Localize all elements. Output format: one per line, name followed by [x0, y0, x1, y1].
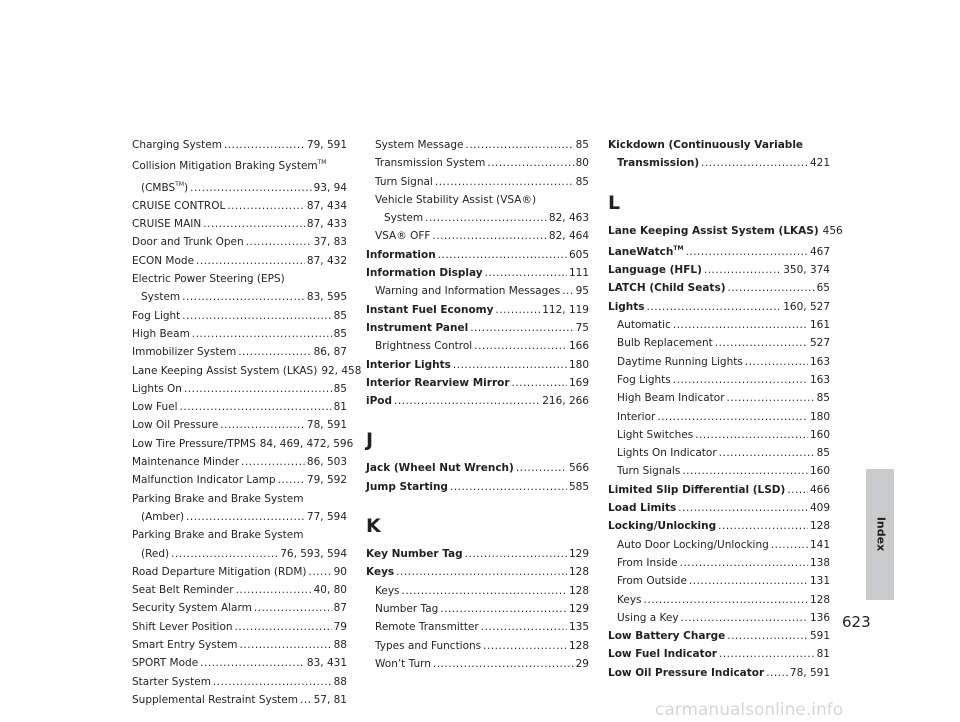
index-entry: Daytime Running Lights ..... 163 [608, 353, 830, 371]
index-entry: Charging System ..... 79, 591 [132, 136, 347, 154]
index-entry: Locking/Unlocking ..... 128 [608, 517, 830, 535]
index-entry-line: Collision Mitigation Braking System™ [132, 159, 327, 173]
index-entry: Security System Alarm ..... 87 [132, 599, 347, 617]
index-entry: System Message ..... 85 [366, 136, 589, 154]
index-entry: Interior ..... 180 [608, 408, 830, 426]
index-entry: Instant Fuel Economy ..... 112, 119 [366, 301, 589, 319]
index-entry: Interior Rearview Mirror ..... 169 [366, 374, 589, 392]
index-column-3 [608, 136, 843, 682]
index-entry: Keys ..... 128 [608, 591, 830, 609]
index-entry: Automatic ..... 161 [608, 316, 830, 334]
index-entry: Light Switches ..... 160 [608, 426, 830, 444]
index-entry: Turn Signals ..... 160 [608, 462, 830, 480]
watermark: carmanualsonline.info [655, 700, 844, 720]
index-column-1 [132, 136, 362, 709]
index-entry-line: Kickdown (Continuously Variable [608, 139, 804, 151]
index-entry: Auto Door Locking/Unlocking ..... 141 [608, 536, 830, 554]
index-entry: Types and Functions ..... 128 [366, 637, 589, 655]
index-entry: Information Display ..... 111 [366, 264, 589, 282]
index-entry: Lights On ..... 85 [132, 380, 347, 398]
index-entry: Using a Key ..... 136 [608, 609, 830, 627]
index-entry: High Beam ..... 85 [132, 325, 347, 343]
index-entry: Smart Entry System ..... 88 [132, 636, 347, 654]
index-entry: CRUISE CONTROL ..... 87, 434 [132, 197, 347, 215]
index-entry: Door and Trunk Open ..... 37, 83 [132, 233, 347, 251]
index-entry: Information ..... 605 [366, 246, 589, 264]
index-entry: (CMBS™) ..... 93, 94 [132, 176, 347, 197]
index-entry: Supplemental Restraint System ..... 57, 81 [132, 691, 347, 709]
index-entry: Starter System ..... 88 [132, 673, 347, 691]
section-letter-l: L [608, 191, 621, 214]
index-side-tab-label: Index [874, 516, 888, 552]
index-entry: Lane Keeping Assist System (LKAS) 92, 458 [132, 364, 362, 377]
index-entry: Number Tag ..... 129 [366, 600, 589, 618]
index-entry: Interior Lights ..... 180 [366, 356, 589, 374]
index-entry: Keys ..... 128 [366, 563, 589, 581]
index-entry: Low Tire Pressure/TPMS 84, 469, 472, 596 [132, 437, 354, 450]
index-entry: Lights On Indicator ..... 85 [608, 444, 830, 462]
index-entry: Jack (Wheel Nut Wrench) ..... 566 [366, 459, 589, 477]
index-entry: Immobilizer System ..... 86, 87 [132, 343, 347, 361]
index-entry: Brightness Control ..... 166 [366, 337, 589, 355]
index-entry: From Outside ..... 131 [608, 572, 830, 590]
index-entry: Keys ..... 128 [366, 582, 589, 600]
index-entry: ECON Mode ..... 87, 432 [132, 252, 347, 270]
index-entry: From Inside ..... 138 [608, 554, 830, 572]
index-entry: VSA® OFF ..... 82, 464 [366, 227, 589, 245]
section-letter-k: K [366, 515, 381, 538]
index-entry: Bulb Replacement ..... 527 [608, 334, 830, 352]
index-entry: Language (HFL) ..... 350, 374 [608, 261, 830, 279]
index-entry: Turn Signal ..... 85 [366, 173, 589, 191]
section-letter-j: J [366, 429, 374, 452]
index-entry: Seat Belt Reminder ..... 40, 80 [132, 581, 347, 599]
index-entry: Load Limits ..... 409 [608, 499, 830, 517]
index-entry-line: Parking Brake and Brake System [132, 529, 304, 542]
index-entry: Transmission) ..... 421 [608, 154, 830, 172]
index-column-2 [366, 136, 589, 673]
index-entry: High Beam Indicator ..... 85 [608, 389, 830, 407]
index-entry-line: Electric Power Steering (EPS) [132, 273, 285, 286]
index-entry: System ..... 83, 595 [132, 288, 347, 306]
index-entry: Lane Keeping Assist System (LKAS) 456 [608, 224, 843, 237]
index-entry: Fog Lights ..... 163 [608, 371, 830, 389]
index-entry: Jump Starting ..... 585 [366, 478, 589, 496]
index-entry: Key Number Tag ..... 129 [366, 545, 589, 563]
index-entry: Transmission System ..... 80 [366, 154, 589, 172]
index-entry: Fog Light ..... 85 [132, 307, 347, 325]
index-entry: Won’t Turn ..... 29 [366, 655, 589, 673]
index-entry: LaneWatch™ ..... 467 [608, 240, 830, 261]
index-entry: LATCH (Child Seats) ..... 65 [608, 279, 830, 297]
index-entry: Malfunction Indicator Lamp ..... 79, 592 [132, 471, 347, 489]
index-entry: Shift Lever Position ..... 79 [132, 618, 347, 636]
index-entry: Warning and Information Messages ..... 95 [366, 282, 589, 300]
index-entry: Road Departure Mitigation (RDM) ..... 90 [132, 563, 347, 581]
index-entry: Low Fuel ..... 81 [132, 398, 347, 416]
index-entry: Low Fuel Indicator ..... 81 [608, 645, 830, 663]
page-number: 623 [842, 613, 871, 631]
index-entry: Remote Transmitter ..... 135 [366, 618, 589, 636]
index-entry: iPod ..... 216, 266 [366, 392, 589, 410]
index-entry: Low Oil Pressure Indicator ..... 78, 591 [608, 664, 830, 682]
index-entry-line: Parking Brake and Brake System [132, 492, 304, 505]
index-entry: Lights ..... 160, 527 [608, 298, 830, 316]
index-entry: CRUISE MAIN ..... 87, 433 [132, 215, 347, 233]
index-entry: (Red) ..... 76, 593, 594 [132, 545, 347, 563]
index-entry: Low Battery Charge ..... 591 [608, 627, 830, 645]
index-entry: (Amber) ..... 77, 594 [132, 508, 347, 526]
index-entry: Maintenance Minder ..... 86, 503 [132, 453, 347, 471]
index-entry: System ..... 82, 463 [366, 209, 589, 227]
index-entry: SPORT Mode ..... 83, 431 [132, 654, 347, 672]
index-entry: Limited Slip Differential (LSD) ..... 466 [608, 481, 830, 499]
index-entry-line: Vehicle Stability Assist (VSA®) [375, 193, 537, 206]
index-entry: Instrument Panel ..... 75 [366, 319, 589, 337]
index-entry: Low Oil Pressure ..... 78, 591 [132, 416, 347, 434]
